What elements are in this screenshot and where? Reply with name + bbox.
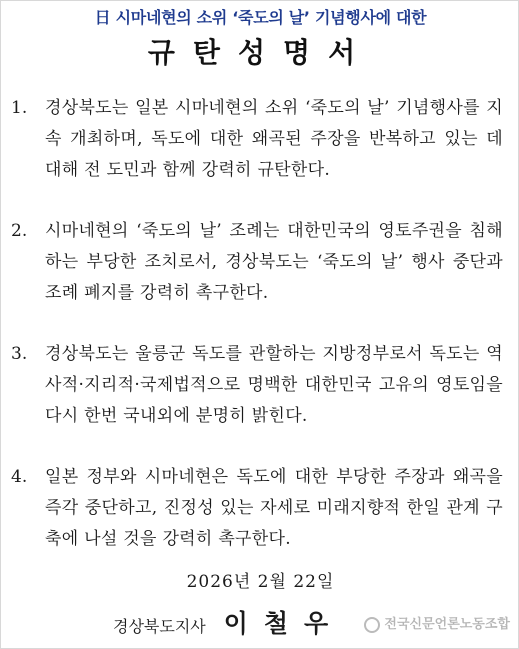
item-number: 1. [11,98,28,118]
statement-item [11,339,503,432]
item-text: 경상북도는 일본 시마네현의 소위 ‘죽도의 날’ 기념행사를 지속 개최하며, 독도에 대한 왜곡된 주장을 반복하고 있는 데 대해 전 도민과 함께 강력히 규탄한다. [45,98,503,180]
signer-name: 이철우 [223,609,345,638]
statement-item [11,93,503,186]
item-text: 시마네현의 ‘죽도의 날’ 조례는 대한민국의 영토주권을 침해하는 부당한 조치로서, 경상북도는 ‘죽도의 날’ 행사 중단과 조례 폐지를 강력히 촉구한다. [45,221,503,303]
signature-block [113,604,344,640]
item-number: 2. [11,221,28,241]
statement-list [11,93,503,585]
watermark [364,613,510,633]
watermark-text: 전국신문언론노동조합 [384,617,510,632]
statement-item [11,462,503,555]
item-number: 3. [11,344,28,364]
union-logo-icon [364,617,380,633]
statement-date: 2026년 2월 22일 [186,572,335,592]
document-subtitle: 日 시마네현의 소위 ‘죽도의 날’ 기념행사에 대한 [94,8,427,27]
item-number: 4. [11,467,28,487]
document-title: 규탄성명서 [147,36,374,69]
item-text: 경상북도는 울릉군 독도를 관할하는 지방정부로서 독도는 역사적·지리적·국제법적으로 명백한 대한민국 고유의 영토임을 다시 한번 국내외에 분명히 밝힌다. [45,344,503,426]
signer-role: 경상북도지사 [113,617,206,636]
statement-item [11,216,503,309]
item-text: 일본 정부와 시마네현은 독도에 대한 부당한 주장과 왜곡을 즉각 중단하고, 진정성 있는 자세로 미래지향적 한일 관계 구축에 나설 것을 강력히 촉구한다. [45,467,503,549]
